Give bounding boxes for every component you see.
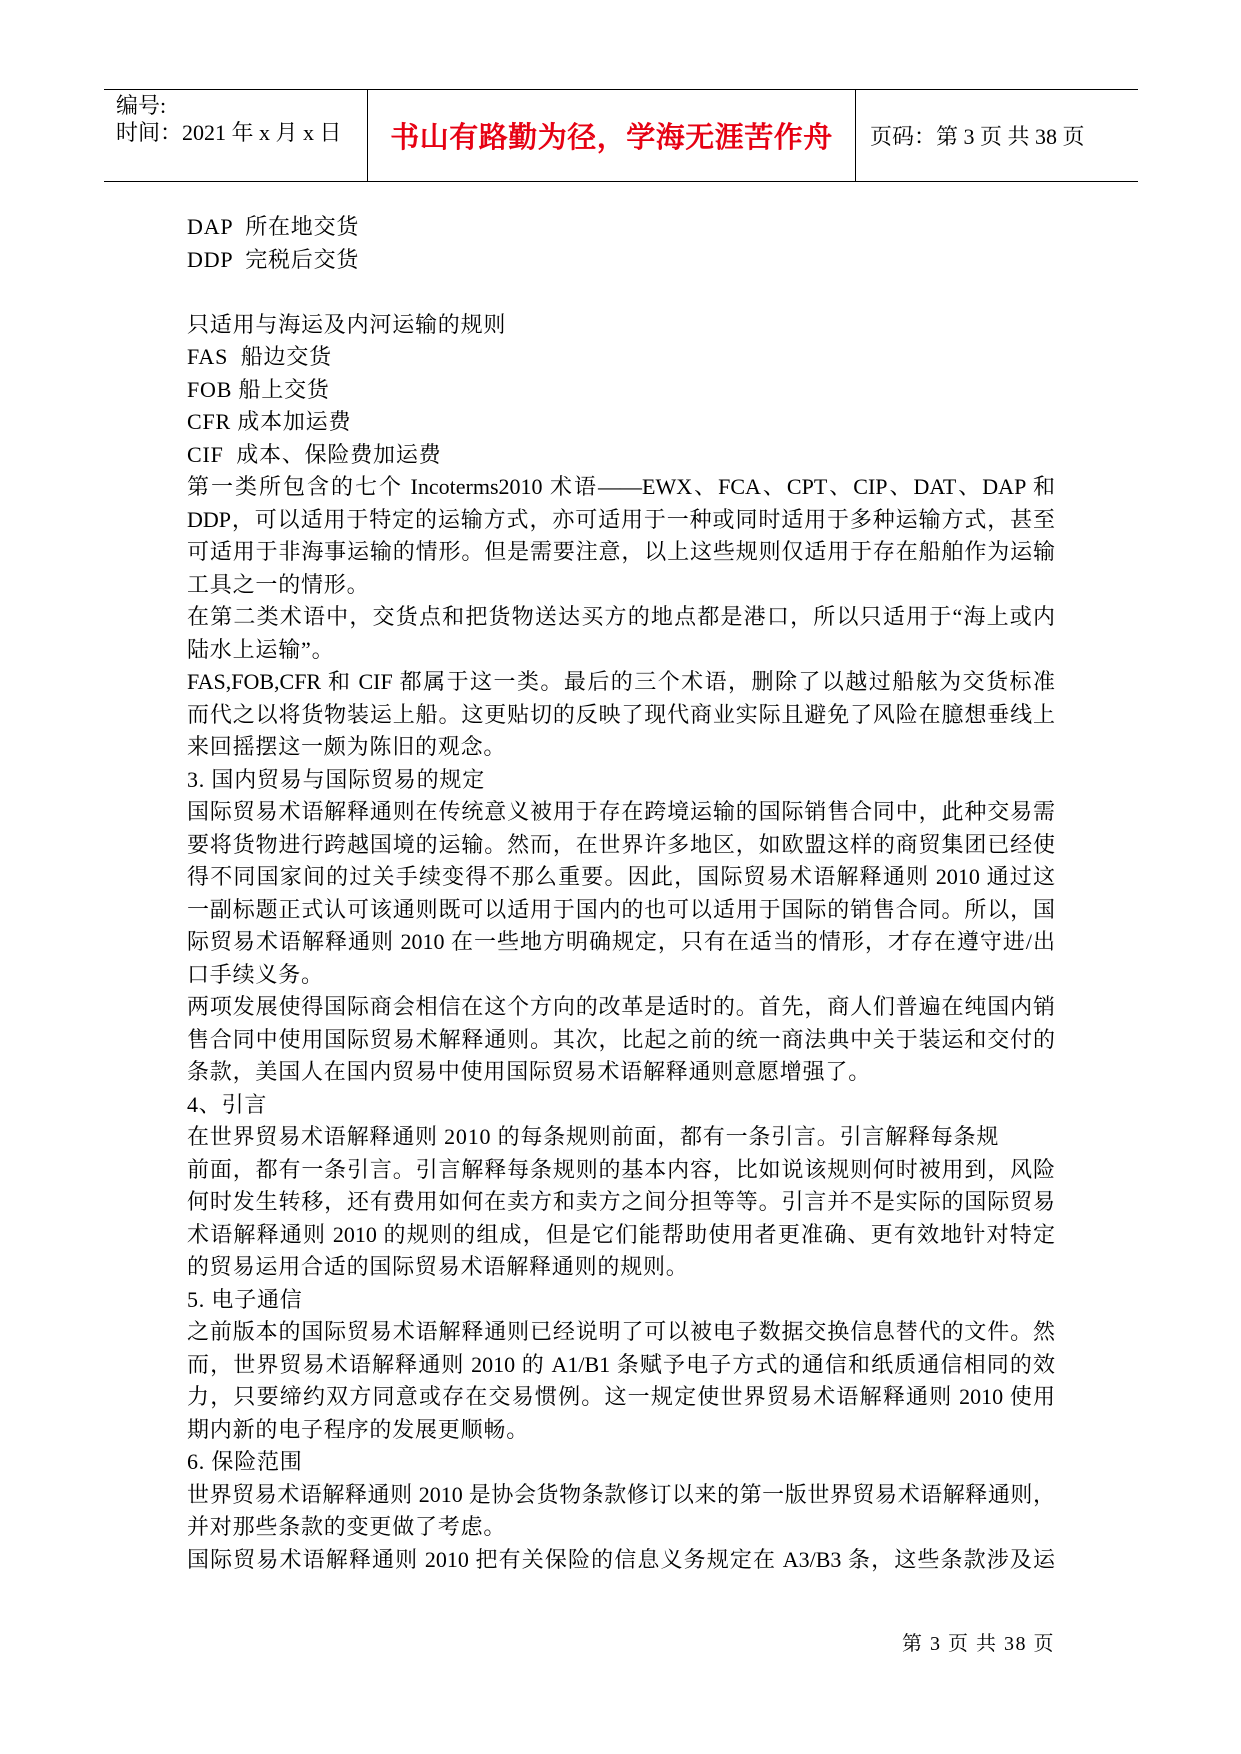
paragraph-line: 之前版本的国际贸易术语解释通则已经说明了可以被电子数据交换信息替代的文件。然 [187, 1319, 1055, 1344]
paragraph-line: 工具之一的情形。 [187, 571, 370, 597]
term-line: DDP 完税后交货 [187, 246, 360, 272]
paragraph-line: 一副标题正式认可该通则既可以适用于国内的也可以适用于国际的销售合同。所以，国 [187, 896, 1055, 922]
paragraph-line: 条款，美国人在国内贸易中使用国际贸易术语解释通则意愿增强了。 [187, 1059, 872, 1084]
header-motto-cell [368, 90, 856, 181]
paragraph-line: 第一类所包含的七个 Incoterms2010 术语——EWX、FCA、CPT、CIP、DAT、DAP 和 [187, 474, 1055, 499]
paragraph-line: 两项发展使得国际商会相信在这个方向的改革是适时的。首先，商人们普遍在纯国内销 [187, 994, 1055, 1019]
paragraph-line: 期内新的电子程序的发展更顺畅。 [187, 1416, 530, 1442]
term-line: CFR 成本加运费 [187, 409, 352, 434]
paragraph-line: 售合同中使用国际贸易术解释通则。其次，比起之前的统一商法典中关于装运和交付的 [187, 1026, 1055, 1052]
paragraph-line: 国际贸易术语解释通则 2010 把有关保险的信息义务规定在 A3/B3 条，这些条款涉及运 [187, 1546, 1055, 1572]
paragraph-line: 来回摇摆这一颇为陈旧的观念。 [187, 734, 507, 759]
page-header [104, 89, 1138, 182]
header-meta-cell [104, 90, 368, 181]
paragraph-line: 得不同国家间的过关手续变得不那么重要。因此，国际贸易术语解释通则 2010 通过这 [187, 864, 1055, 889]
paragraph-line: 力，只要缔约双方同意或存在交易惯例。这一规定使世界贸易术语解释通则 2010 使用 [187, 1384, 1055, 1409]
paragraph-line: 的贸易运用合适的国际贸易术语解释通则的规则。 [187, 1254, 689, 1279]
header-page-cell [856, 90, 1138, 181]
paragraph-line: FAS,FOB,CFR 和 CIF 都属于这一类。最后的三个术语，删除了以越过船舷为交货标准 [187, 669, 1055, 694]
paragraph-line: 要将货物进行跨越国境的运输。然而，在世界许多地区，如欧盟这样的商贸集团已经使 [187, 831, 1055, 857]
paragraph-line: 而，世界贸易术语解释通则 2010 的 A1/B1 条赋予电子方式的通信和纸质通信相同的效 [187, 1351, 1055, 1377]
page-footer-number: 第 3 页 共 38 页 [902, 1633, 1055, 1655]
term-line: DAP 所在地交货 [187, 214, 360, 239]
header-page-number: 页码：第 3 页 共 38 页 [870, 124, 1085, 149]
blank-line [187, 276, 1055, 309]
section-heading: 5. 电子通信 [187, 1286, 303, 1312]
document-body [187, 211, 1055, 1576]
group-heading: 只适用与海运及内河运输的规则 [187, 311, 507, 337]
paragraph-line: 可适用于非海事运输的情形。但是需要注意，以上这些规则仅适用于存在船舶作为运输 [187, 539, 1055, 564]
document-number-label: 编号: [116, 93, 167, 118]
paragraph-line: DDP，可以适用于特定的运输方式，亦可适用于一种或同时适用于多种运输方式，甚至 [187, 506, 1055, 532]
term-line: CIF 成本、保险费加运费 [187, 441, 442, 467]
section-heading: 4、引言 [187, 1091, 268, 1117]
paragraph-line: 国际贸易术语解释通则在传统意义被用于存在跨境运输的国际销售合同中，此种交易需 [187, 799, 1055, 824]
header-motto: 书山有路勤为径，学海无涯苦作舟 [390, 122, 833, 154]
paragraph-line: 际贸易术语解释通则 2010 在一些地方明确规定，只有在适当的情形，才存在遵守进/出 [187, 929, 1055, 954]
section-heading: 3. 国内贸易与国际贸易的规定 [187, 766, 486, 792]
paragraph-line: 陆水上运输”。 [187, 636, 335, 662]
term-line: FAS 船边交货 [187, 344, 332, 369]
document-date: 时间：2021 年 x 月 x 日 [116, 120, 342, 145]
paragraph-line: 并对那些条款的变更做了考虑。 [187, 1514, 507, 1539]
paragraph-line: 在第二类术语中，交货点和把货物送达买方的地点都是港口，所以只适用于“海上或内 [187, 604, 1055, 629]
section-heading: 6. 保险范围 [187, 1449, 303, 1474]
paragraph-line: 在世界贸易术语解释通则 2010 的每条规则前面，都有一条引言。引言解释每条规 [187, 1124, 1000, 1149]
paragraph-line: 前面，都有一条引言。引言解释每条规则的基本内容，比如说该规则何时被用到，风险 [187, 1156, 1055, 1182]
paragraph-line: 口手续义务。 [187, 961, 324, 987]
paragraph-line: 世界贸易术语解释通则 2010 是协会货物条款修订以来的第一版世界贸易术语解释通则， [187, 1481, 1055, 1507]
term-line: FOB 船上交货 [187, 376, 330, 402]
paragraph-line: 术语解释通则 2010 的规则的组成，但是它们能帮助使用者更准确、更有效地针对特定 [187, 1221, 1055, 1247]
paragraph-line: 而代之以将货物装运上船。这更贴切的反映了现代商业实际且避免了风险在臆想垂线上 [187, 701, 1055, 727]
paragraph-line: 何时发生转移，还有费用如何在卖方和卖方之间分担等等。引言并不是实际的国际贸易 [187, 1189, 1055, 1214]
